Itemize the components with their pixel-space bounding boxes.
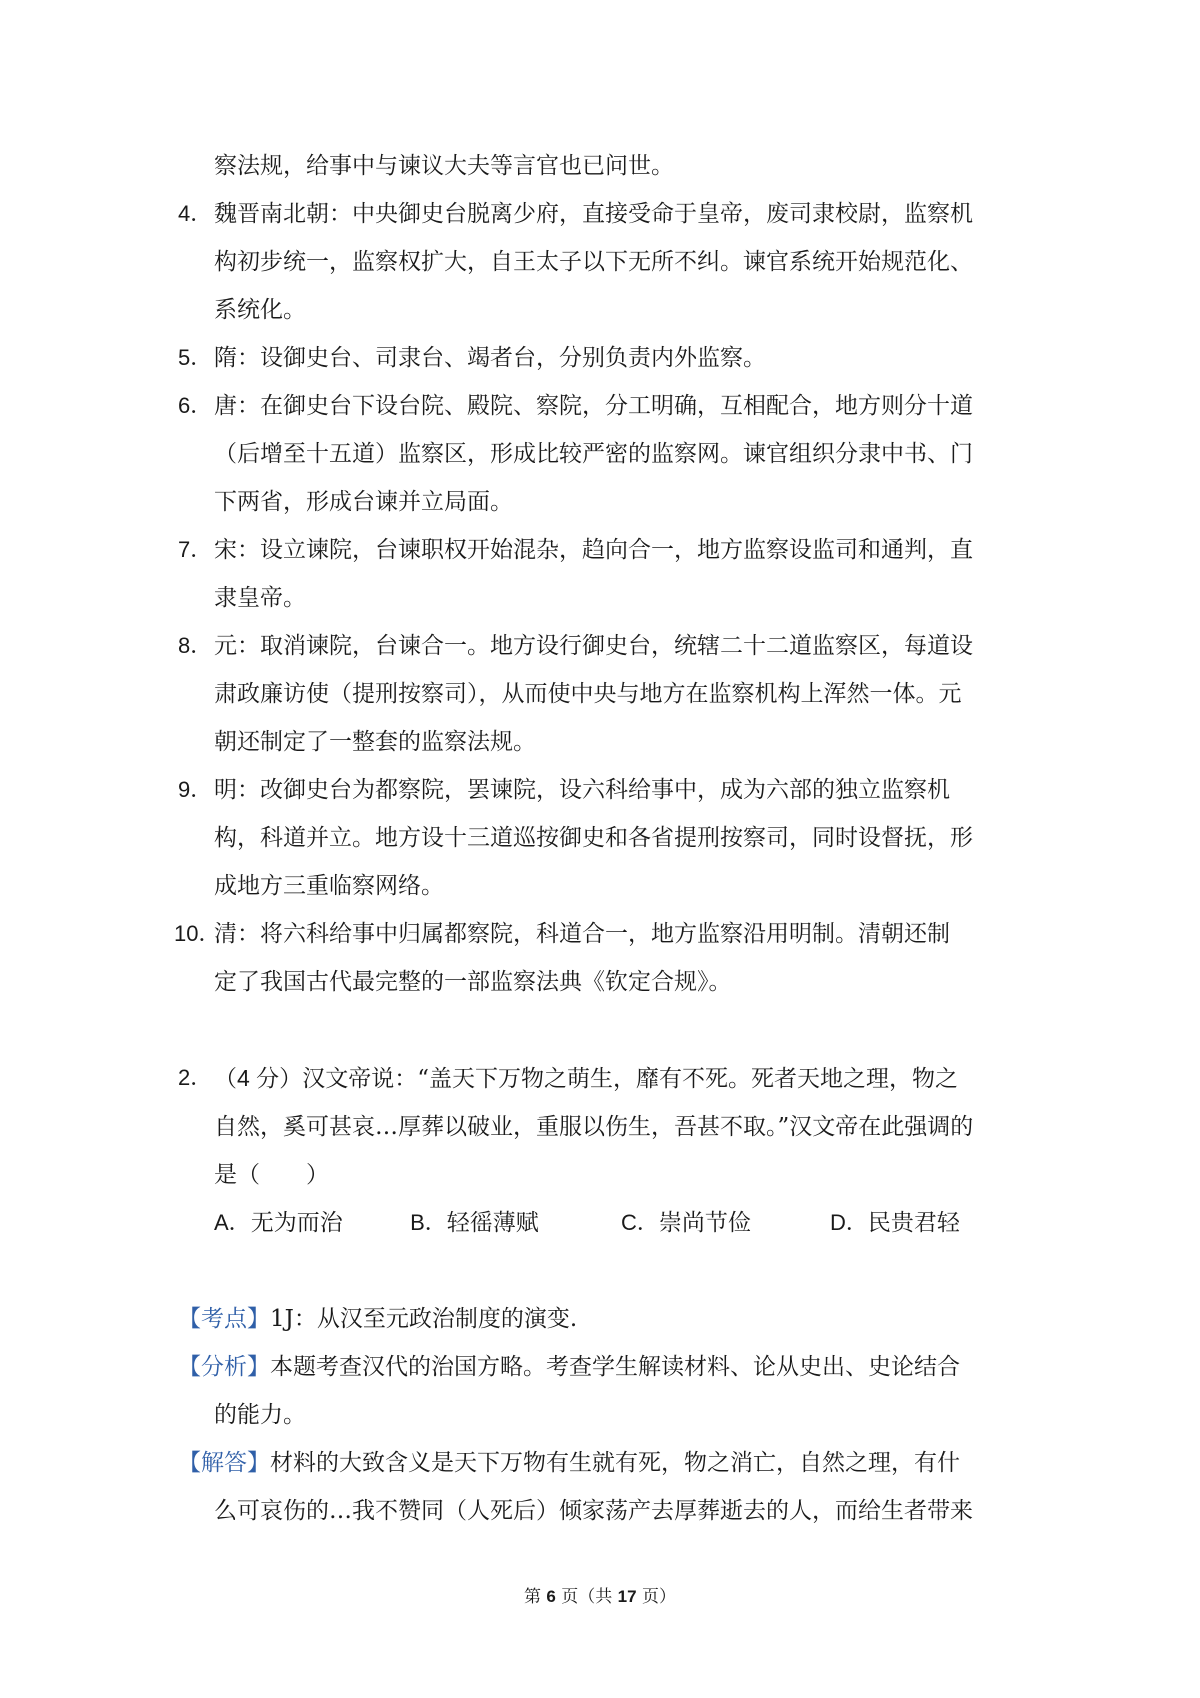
option-text: 无为而治 <box>250 1210 343 1236</box>
footer-prefix: 第 <box>523 1587 541 1607</box>
list-number: 7． <box>178 537 213 562</box>
question-number: 2． <box>178 1065 213 1090</box>
question-line: 是（ ） <box>214 1162 329 1188</box>
option-d <box>830 1199 1028 1247</box>
option-text: 民贵君轻 <box>867 1210 960 1236</box>
fenxi-line <box>178 1343 1028 1391</box>
option-b <box>410 1199 621 1247</box>
list-number: 6． <box>178 393 213 418</box>
list-item-5 <box>178 334 1028 382</box>
page-content <box>174 142 1028 1535</box>
list-item-7 <box>178 526 1028 622</box>
kaodian-tag: 【考点】 <box>178 1306 270 1332</box>
list-line: 构初步统一，监察权扩大，自王太子以下无所不纠。谏官系统开始规范化、 <box>214 249 973 275</box>
analysis-section <box>178 1295 1028 1535</box>
page-footer <box>0 1582 1200 1607</box>
list-line: 隶皇帝。 <box>214 585 306 611</box>
list-line: （后增至十五道）监察区，形成比较严密的监察网。谏官组织分隶中书、门 <box>214 441 973 467</box>
list-line: 成地方三重临察网络。 <box>214 873 444 899</box>
option-letter: B． <box>410 1210 447 1235</box>
option-letter: C． <box>621 1210 659 1235</box>
fenxi-text: 本题考查汉代的治国方略。考查学生解读材料、论从史出、史论结合 <box>270 1354 960 1380</box>
jieda-tag: 【解答】 <box>178 1450 270 1476</box>
option-text: 轻徭薄赋 <box>446 1210 539 1236</box>
list-line: 构，科道并立。地方设十三道巡按御史和各省提刑按察司，同时设督抚，形 <box>214 825 973 851</box>
question-score: （4 分） <box>214 1065 303 1091</box>
list-line: 魏晋南北朝：中央御史台脱离少府，直接受命于皇帝，废司隶校尉，监察机 <box>214 201 973 227</box>
list-line: 系统化。 <box>214 297 306 323</box>
jieda-continuation: 么可哀伤的…我不赞同（人死后）倾家荡产去厚葬逝去的人，而给生者带来 <box>214 1498 973 1524</box>
footer-page-number: 6 <box>546 1587 556 1606</box>
list-item-10 <box>174 910 1028 1006</box>
option-letter: A． <box>214 1210 251 1235</box>
footer-total-pages: 17 <box>617 1587 637 1606</box>
question-line <box>214 1054 1028 1103</box>
footer-middle: 页（共 <box>561 1587 613 1607</box>
list-line: 元：取消谏院，台谏合一。地方设行御史台，统辖二十二道监察区，每道设 <box>214 633 973 659</box>
fenxi-continuation: 的能力。 <box>214 1402 306 1428</box>
list-line: 清：将六科给事中归属都察院，科道合一，地方监察沿用明制。清朝还制 <box>214 921 950 947</box>
list-number: 5． <box>178 345 213 370</box>
list-number: 9． <box>178 777 213 802</box>
list-item-6 <box>178 382 1028 526</box>
list-item-4 <box>178 190 1028 334</box>
question-2 <box>178 1054 1028 1199</box>
option-text: 崇尚节俭 <box>658 1210 751 1236</box>
list-item-9 <box>178 766 1028 910</box>
list-item-8 <box>178 622 1028 766</box>
list-line: 唐：在御史台下设台院、殿院、察院，分工明确，互相配合，地方则分十道 <box>214 393 973 419</box>
question-line: 自然，奚可甚哀…厚葬以破业，重服以伤生，吾甚不取。”汉文帝在此强调的 <box>214 1114 974 1140</box>
question-text: 汉文帝说：“盖天下万物之萌生，靡有不死。死者天地之理，物之 <box>302 1066 958 1092</box>
list-line: 定了我国古代最完整的一部监察法典《钦定合规》。 <box>214 969 732 995</box>
list-line: 隋：设御史台、司隶台、竭者台，分别负责内外监察。 <box>214 345 766 371</box>
option-letter: D． <box>829 1210 868 1235</box>
fenxi-tag: 【分析】 <box>178 1354 270 1380</box>
answer-options <box>178 1199 1028 1247</box>
list-number: 8． <box>178 633 213 658</box>
option-a <box>214 1199 410 1247</box>
list-number: 4． <box>178 201 213 226</box>
jieda-line <box>178 1439 1028 1487</box>
list-line: 明：改御史台为都察院，罢谏院，设六科给事中，成为六部的独立监察机 <box>214 777 950 803</box>
carryover-line: 察法规，给事中与谏议大夫等言官也已问世。 <box>214 153 674 179</box>
list-line: 肃政廉访使（提刑按察司），从而使中央与地方在监察机构上浑然一体。元 <box>214 681 962 707</box>
list-number: 10． <box>174 921 221 946</box>
jieda-text: 材料的大致含义是天下万物有生就有死，物之消亡，自然之理，有什 <box>270 1450 960 1476</box>
option-c <box>621 1199 830 1247</box>
list-line: 宋：设立谏院，台谏职权开始混杂，趋向合一，地方监察设监司和通判，直 <box>214 537 973 563</box>
list-line: 朝还制定了一整套的监察法规。 <box>214 729 536 755</box>
list-line: 下两省，形成台谏并立局面。 <box>214 489 513 515</box>
footer-suffix: 页） <box>642 1587 676 1607</box>
kaodian-text: 1J：从汉至元政治制度的演变. <box>270 1306 578 1332</box>
kaodian-line <box>178 1295 1028 1343</box>
